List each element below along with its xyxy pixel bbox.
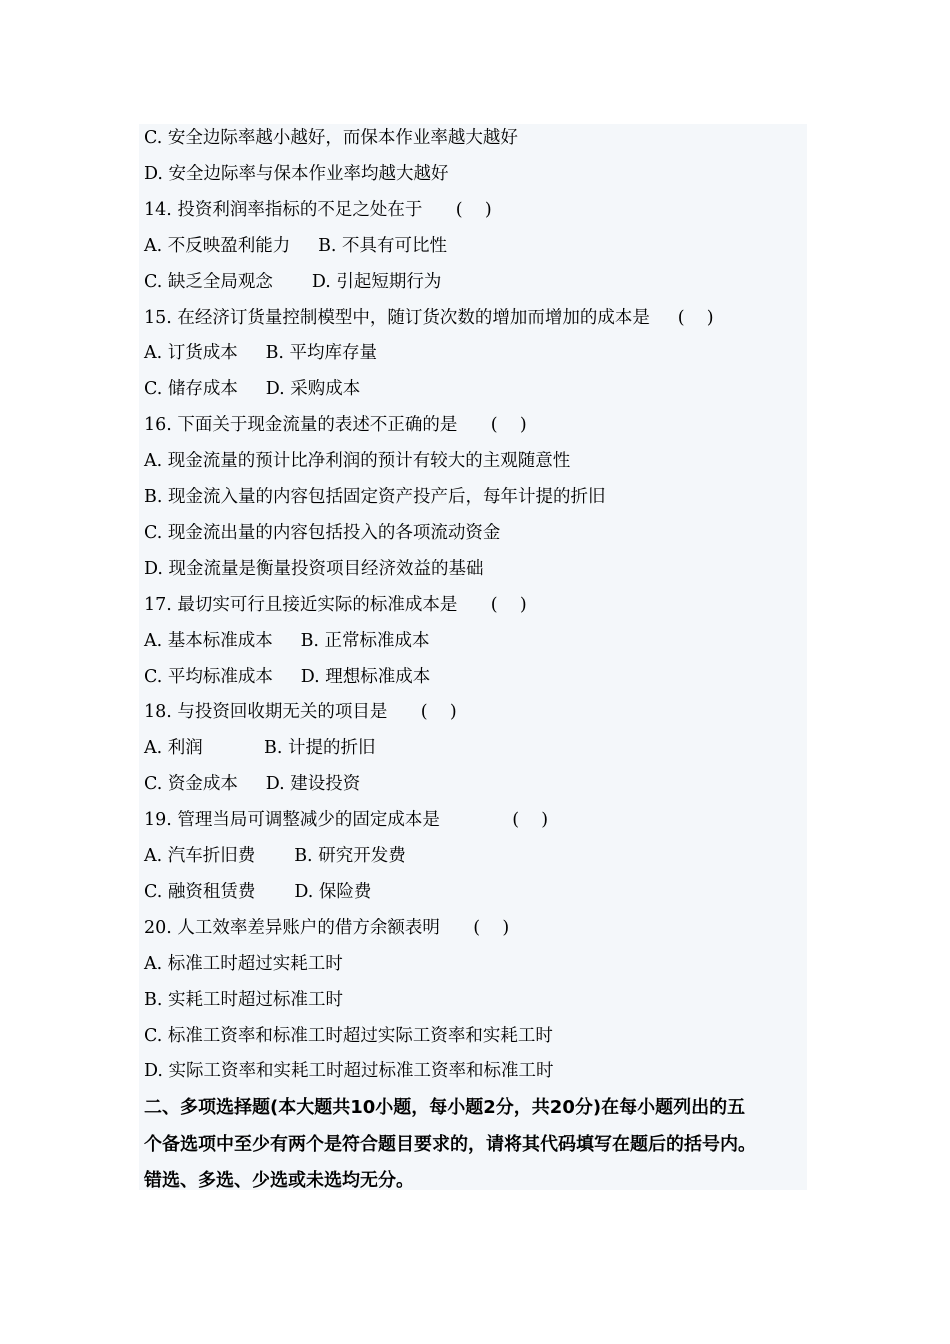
text-line: A. 不反映盈利能力 B. 不具有可比性	[144, 235, 448, 256]
text-line: A. 基本标准成本 B. 正常标准成本	[144, 630, 430, 651]
text-line: C. 资金成本 D. 建设投资	[144, 774, 361, 795]
text-line: C. 融资租赁费 D. 保险费	[144, 881, 372, 902]
section-heading-line: 二、多项选择题(本大题共10小题，每小题2分，共20分)在每小题列出的五	[144, 1097, 746, 1119]
text-line: B. 实耗工时超过标准工时	[144, 989, 343, 1010]
text-line: D. 实际工资率和实耗工时超过标准工资率和标准工时	[144, 1061, 554, 1082]
text-line: 19. 管理当局可调整减少的固定成本是 ( )	[144, 810, 549, 831]
text-line: B. 现金流入量的内容包括固定资产投产后，每年计提的折旧	[144, 487, 606, 507]
text-line: 17. 最切实可行且接近实际的标准成本是 ( )	[144, 594, 527, 615]
text-line: A. 标准工时超过实耗工时	[144, 953, 343, 974]
text-line: 14. 投资利润率指标的不足之处在于 ( )	[144, 199, 492, 220]
text-line: D. 安全边际率与保本作业率均越大越好	[144, 163, 449, 184]
text-line: 20. 人工效率差异账户的借方余额表明 ( )	[144, 917, 510, 938]
text-line: A. 利润 B. 计提的折旧	[144, 738, 376, 759]
text-line: A. 汽车折旧费 B. 研究开发费	[144, 846, 406, 866]
text-line: 15. 在经济订货量控制模型中，随订货次数的增加而增加的成本是 ( )	[144, 307, 714, 328]
text-line: C. 现金流出量的内容包括投入的各项流动资金	[144, 522, 501, 543]
section-heading-line: 错选、多选、少选或未选均无分。	[144, 1170, 414, 1192]
text-line: C. 储存成本 D. 采购成本	[144, 379, 361, 400]
text-line: 18. 与投资回收期无关的项目是 ( )	[144, 702, 457, 723]
text-line: A. 订货成本 B. 平均库存量	[144, 343, 378, 364]
text-line: 16. 下面关于现金流量的表述不正确的是 ( )	[144, 415, 527, 436]
text-line: C. 安全边际率越小越好，而保本作业率越大越好	[144, 128, 518, 148]
text-line: C. 标准工资率和标准工时超过实际工资率和实耗工时	[144, 1025, 553, 1046]
text-line: C. 缺乏全局观念 D. 引起短期行为	[144, 271, 442, 292]
text-line: A. 现金流量的预计比净利润的预计有较大的主观随意性	[144, 451, 571, 472]
text-line: C. 平均标准成本 D. 理想标准成本	[144, 666, 431, 687]
text-line: D. 现金流量是衡量投资项目经济效益的基础	[144, 558, 484, 579]
section-heading-line: 个备选项中至少有两个是符合题目要求的，请将其代码填写在题后的括号内。	[144, 1133, 756, 1155]
